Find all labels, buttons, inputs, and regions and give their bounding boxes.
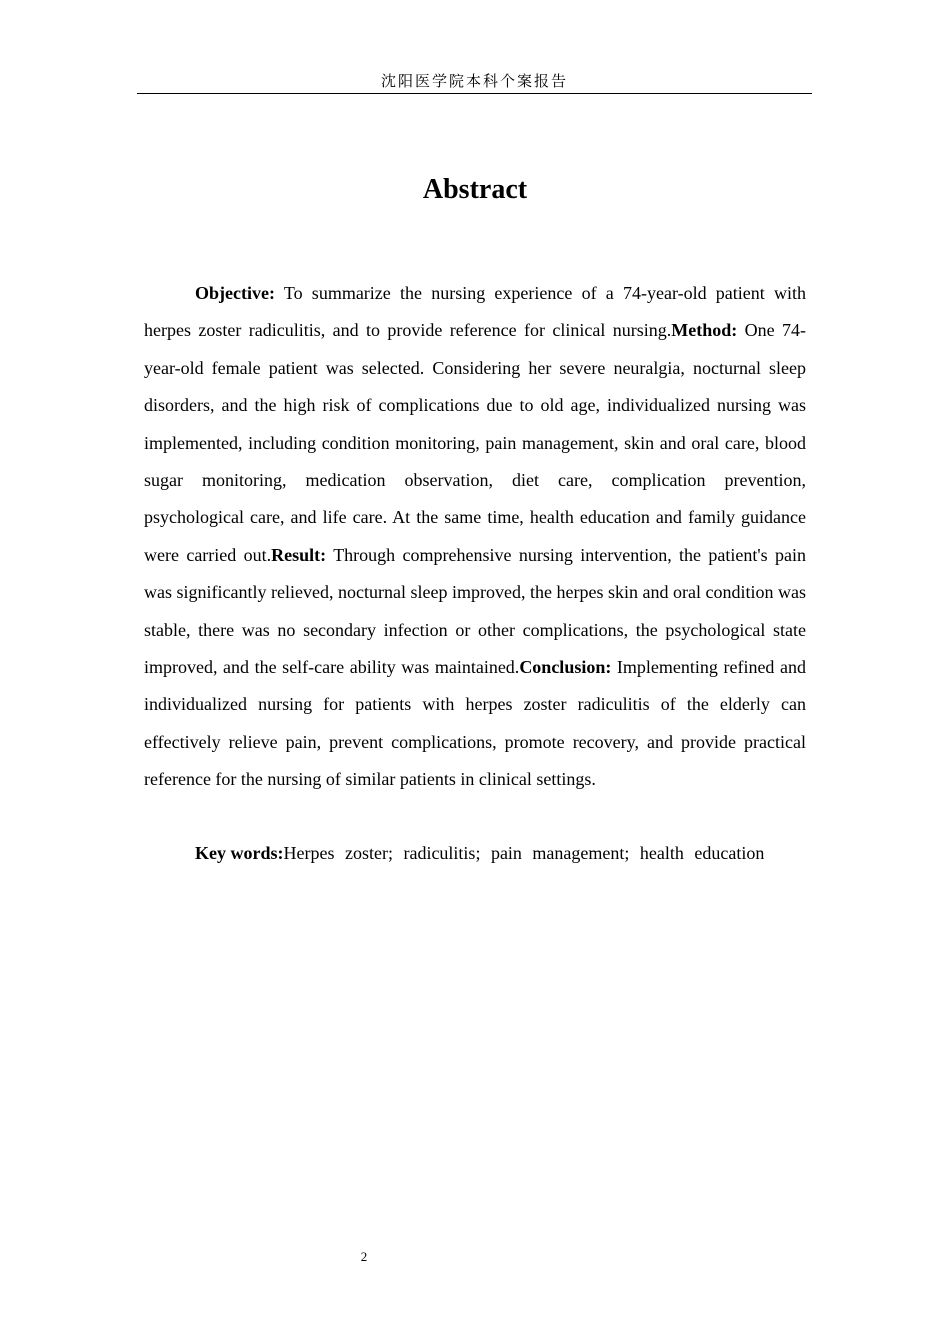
keywords-line [144,835,806,872]
result-text: Through comprehensive nursing intervention, the patient's pain was significantly relieved, nocturnal sleep improved, the herpes skin and oral condition was stable, there was no secondary infection or other complications, the psychological state improved, and the self-care ability was maintained. [144,544,806,678]
abstract-body [144,275,806,799]
objective-label: Objective: [195,283,275,303]
result-label: Result: [271,544,327,565]
running-header: 沈阳医学院本科个案报告 [380,72,568,90]
objective-text: To summarize the nursing experience of a 74-year-old patient with herpes zoster radiculitis, and to provide reference for clinical nursing. [144,283,806,341]
page-number: 2 [360,1249,368,1264]
method-label: Method: [671,320,738,341]
abstract-paragraph [144,275,806,799]
conclusion-text: Implementing refined and individualized nursing for patients with herpes zoster radiculitis of the elderly can effectively relieve pain, prevent complications, promote recovery, and provide practical reference for the nursing of similar patients in clinical settings. [144,657,806,790]
conclusion-label: Conclusion: [519,657,612,678]
abstract-title: Abstract [422,174,528,205]
keywords-text: Herpes zoster; radiculitis; pain management; health education [283,843,765,863]
keywords-label: Key words: [195,843,284,863]
method-text: One 74-year-old female patient was selected. Considering her severe neuralgia, nocturnal sleep disorders, and the high risk of complications due to old age, individualized nursing was implemented, including condition monitoring, pain management, skin and oral care, blood sugar monitoring, medication observation, diet care, complication prevention, psychological care, and life care. At the same time, health education and family guidance were carried out. [144,320,806,565]
header-rule [137,93,812,94]
